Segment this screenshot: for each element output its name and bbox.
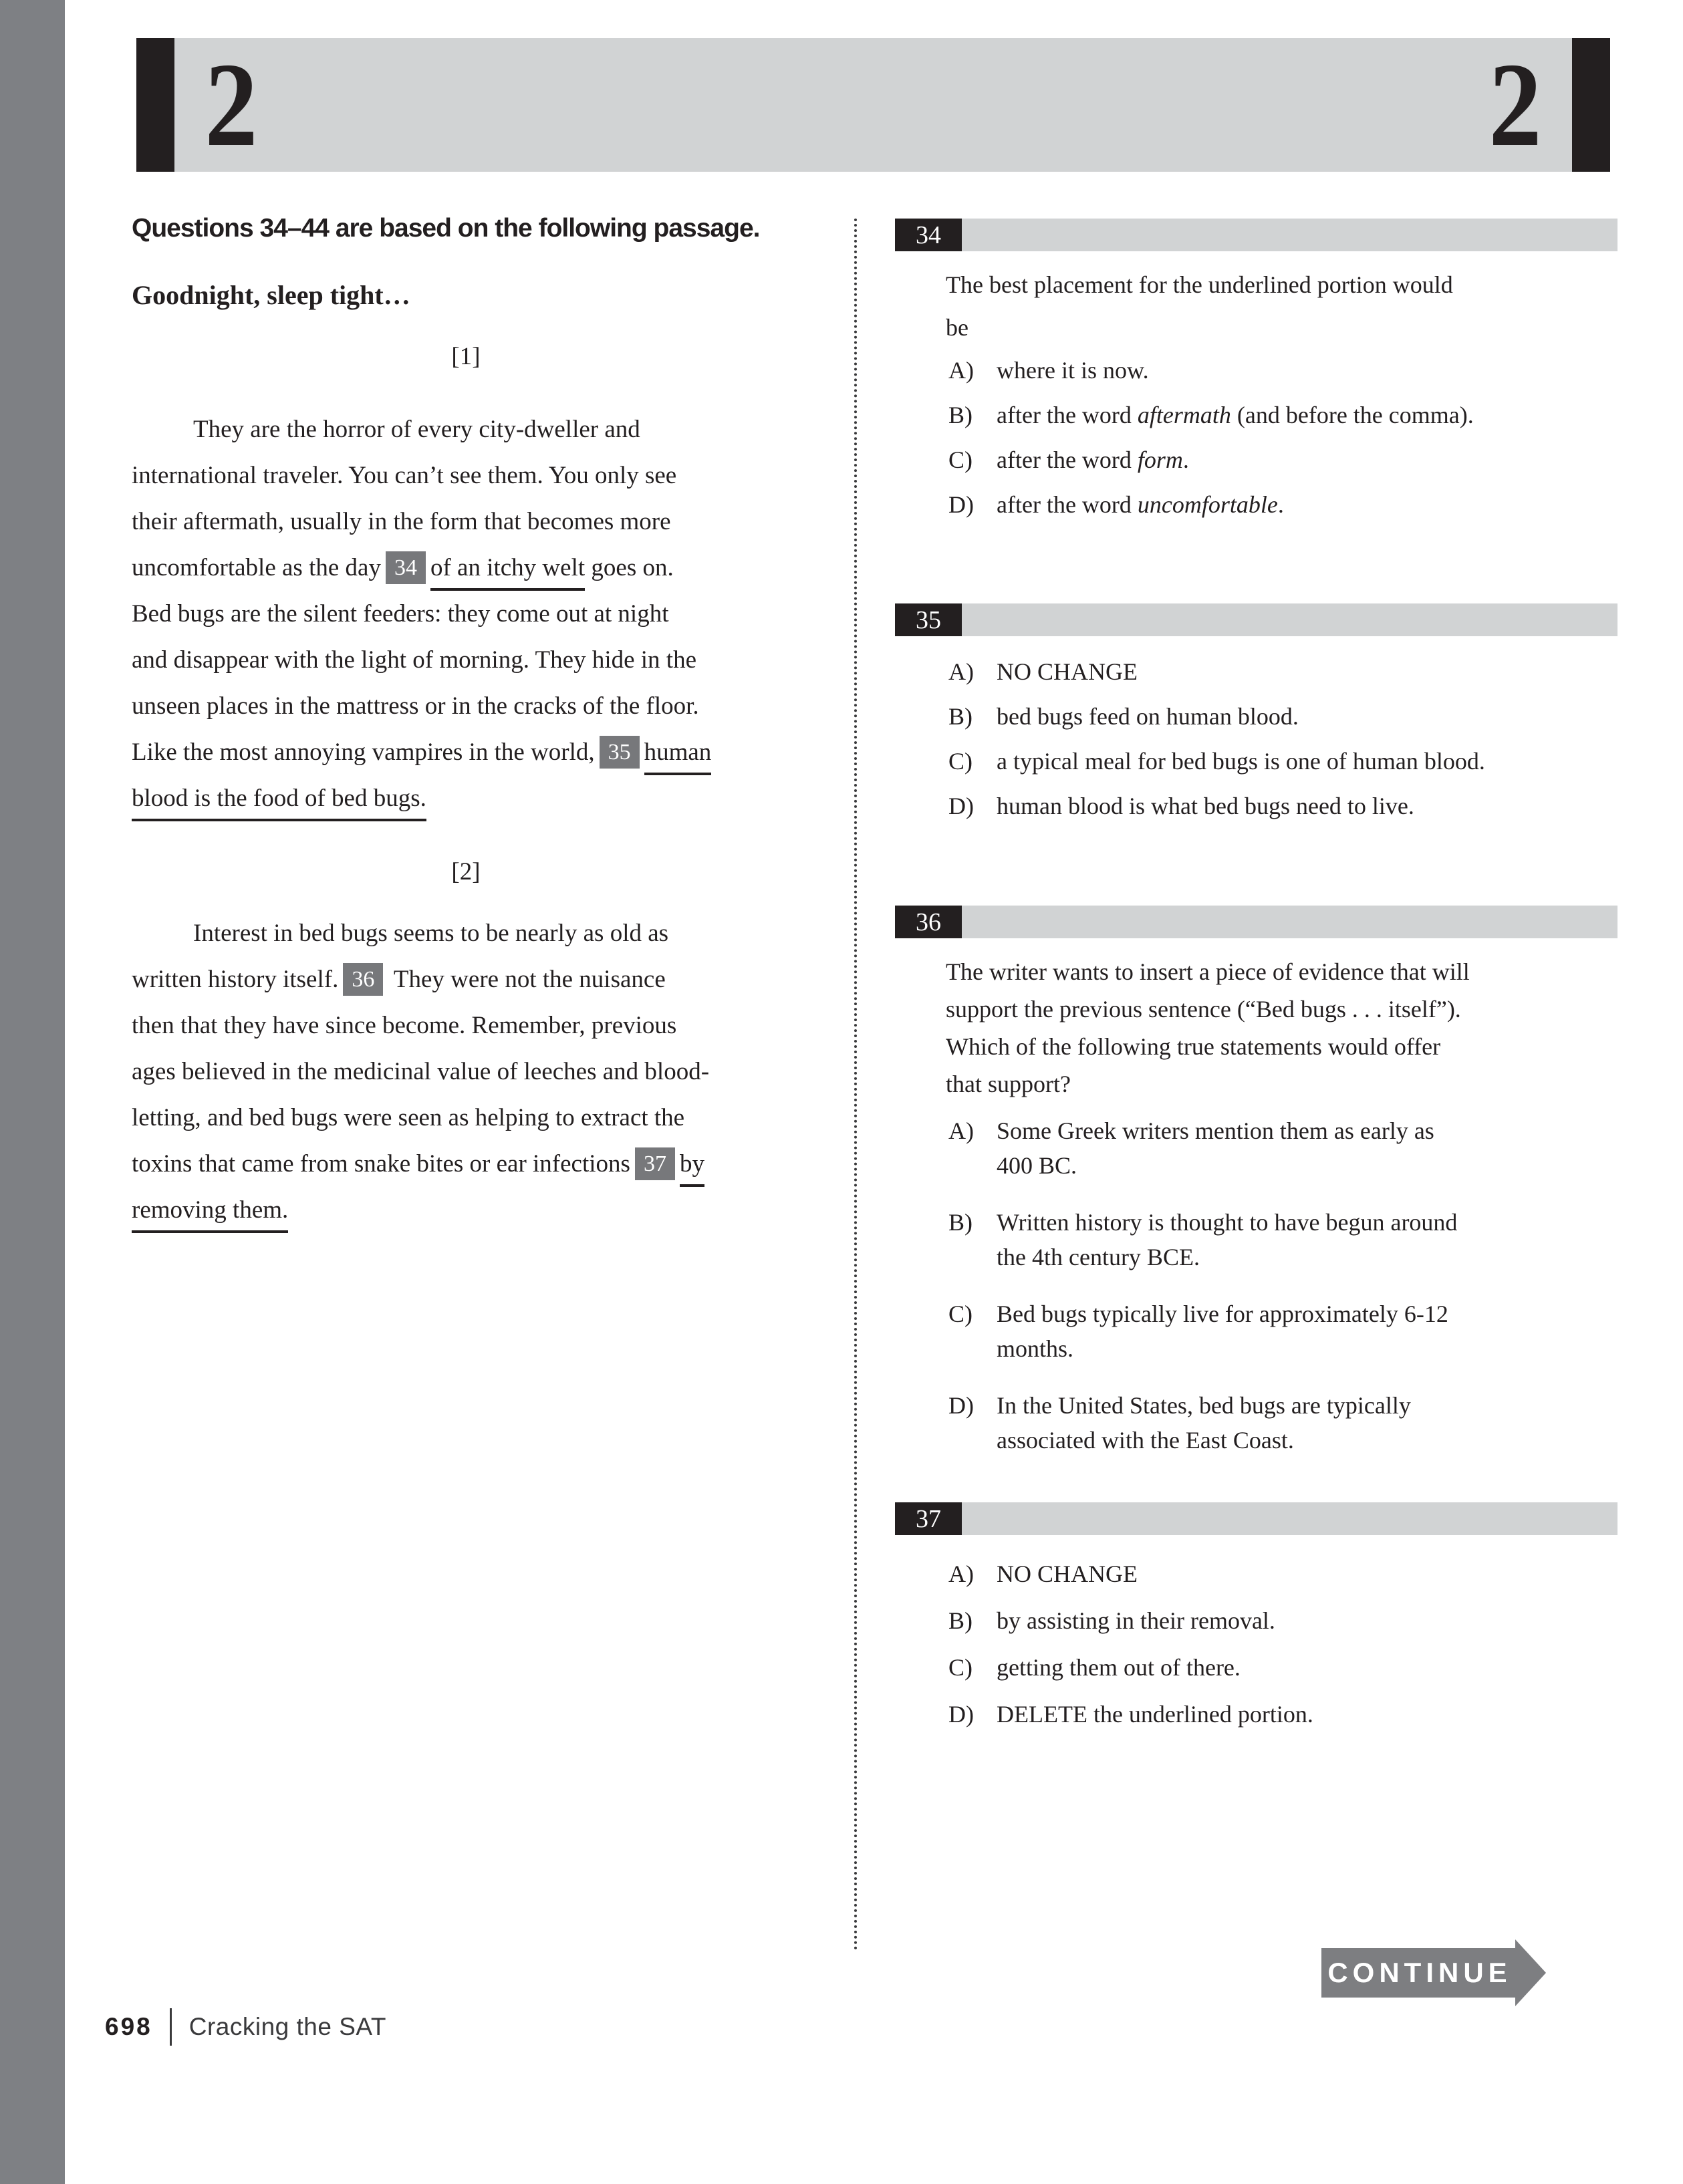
- text-run: and disappear with the light of morning. They hide in the: [132, 646, 697, 674]
- passage-line: [132, 637, 810, 683]
- text-run: .: [1277, 491, 1284, 518]
- text-run: where it is now.: [997, 357, 1149, 384]
- text-run: In the United States, bed bugs are typically: [997, 1392, 1411, 1419]
- option-row: [948, 489, 1617, 521]
- question-header-bar: [962, 906, 1617, 938]
- text-run: The writer wants to insert a piece of evidence that will: [946, 958, 1470, 985]
- option-row: [948, 399, 1617, 431]
- section-number-right: 2: [1488, 38, 1542, 171]
- inline-question-number: 36: [343, 963, 383, 996]
- option-letter: A): [948, 1117, 974, 1144]
- footer-divider: [170, 2008, 172, 2046]
- option-row: [948, 1205, 1617, 1274]
- book-title: Cracking the SAT: [188, 2013, 386, 2040]
- option-row: [948, 1605, 1617, 1637]
- passage-line: [132, 545, 810, 591]
- text-run: after the word: [997, 491, 1138, 518]
- text-run: getting them out of there.: [997, 1654, 1241, 1681]
- paragraph-marker-2: [2]: [451, 858, 481, 885]
- text-run: Like the most annoying vampires in the world,: [132, 738, 595, 766]
- question-header: [895, 1502, 1617, 1535]
- text-run: toxins that came from snake bites or ear infections: [132, 1150, 630, 1178]
- text-run: The best placement for the underlined portion would: [946, 271, 1453, 298]
- option-row: [948, 444, 1617, 476]
- passage-line: [132, 452, 810, 499]
- text-run: Some Greek writers mention them as early as: [997, 1117, 1434, 1144]
- page-number: 698: [105, 2013, 152, 2040]
- option-text-line: [997, 745, 1485, 777]
- option-text: [997, 354, 1149, 386]
- option-text: [997, 745, 1485, 777]
- option-text-line: [997, 1331, 1448, 1366]
- italic-run: aftermath: [1137, 402, 1231, 428]
- question-header: [895, 219, 1617, 251]
- question-stem-line: [946, 1028, 1617, 1065]
- header-black-bar-right: [1572, 38, 1610, 172]
- inline-question-number: 37: [635, 1147, 675, 1180]
- passage-intro: Questions 34–44 are based on the following passage.: [132, 214, 760, 243]
- header-black-bar-left: [136, 38, 174, 172]
- text-run: DELETE the underlined portion.: [997, 1701, 1313, 1728]
- text-run: then that they have since become. Remember, previous: [132, 1012, 677, 1039]
- underlined-text: blood is the food of bed bugs.: [132, 785, 426, 821]
- text-run: .: [1182, 446, 1189, 473]
- passage-line: [132, 591, 810, 637]
- option-text-line: [997, 1388, 1411, 1423]
- option-row: [948, 790, 1617, 822]
- text-run: after the word: [997, 402, 1138, 428]
- text-run: Interest in bed bugs seems to be nearly as old as: [193, 920, 669, 947]
- text-run: that support?: [946, 1071, 1071, 1097]
- text-run: NO CHANGE: [997, 1560, 1138, 1587]
- question-header-bar: [962, 1502, 1617, 1535]
- option-row: [948, 1651, 1617, 1683]
- text-run: 400 BC.: [997, 1152, 1077, 1179]
- option-text-line: [997, 1240, 1457, 1274]
- underlined-text: removing them.: [132, 1196, 288, 1233]
- side-strip: [0, 0, 65, 2184]
- question-stem-line: [946, 1065, 1617, 1103]
- option-text-line: [997, 1423, 1411, 1458]
- text-run: their aftermath, usually in the form that becomes more: [132, 508, 671, 535]
- answer-options: [948, 1558, 1617, 1730]
- question-stem: [946, 953, 1617, 1103]
- option-row: [948, 1698, 1617, 1730]
- question-number-badge: 35: [895, 603, 962, 636]
- option-text-line: [997, 1698, 1313, 1730]
- passage-paragraph-1: [132, 406, 810, 821]
- option-text-line: [997, 1296, 1448, 1331]
- option-letter: D): [948, 491, 974, 518]
- answer-options: [948, 354, 1617, 521]
- header-gray-band: [174, 38, 1572, 172]
- question-37: [895, 1502, 1617, 1745]
- option-text: [997, 1113, 1434, 1183]
- italic-run: uncomfortable: [1137, 491, 1278, 518]
- option-text-line: [997, 790, 1414, 822]
- question-header: [895, 603, 1617, 636]
- option-row: [948, 1388, 1617, 1458]
- option-letter: D): [948, 1701, 974, 1728]
- text-run: support the previous sentence (“Bed bugs . . . itself”).: [946, 996, 1461, 1022]
- option-text: [997, 489, 1284, 521]
- option-text-line: [997, 1148, 1434, 1183]
- section-number-left: 2: [205, 38, 258, 171]
- text-run: by assisting in their removal.: [997, 1607, 1275, 1634]
- answer-options: [948, 656, 1617, 822]
- question-header: [895, 906, 1617, 938]
- text-run: bed bugs feed on human blood.: [997, 703, 1299, 730]
- text-run: uncomfortable as the day: [132, 554, 381, 581]
- text-run: (and before the comma).: [1231, 402, 1474, 428]
- option-text: [997, 1651, 1241, 1683]
- paragraph-marker-1: [1]: [451, 343, 481, 370]
- option-text: [997, 1388, 1411, 1458]
- question-stem-line: [946, 953, 1617, 990]
- option-letter: A): [948, 357, 974, 384]
- question-number-badge: 34: [895, 219, 962, 251]
- option-letter: C): [948, 1654, 973, 1681]
- option-text: [997, 700, 1299, 732]
- italic-run: form: [1137, 446, 1183, 473]
- text-run: NO CHANGE: [997, 658, 1138, 685]
- text-run: international traveler. You can’t see them. You only see: [132, 462, 677, 489]
- passage-line: [132, 499, 810, 545]
- underlined-text: of an itchy welt: [430, 554, 585, 591]
- question-stem: [946, 263, 1617, 349]
- passage-paragraph-2: [132, 910, 810, 1233]
- question-stem-line: [946, 263, 1617, 306]
- option-text-line: [997, 1558, 1138, 1590]
- option-letter: C): [948, 1301, 973, 1327]
- underlined-text: by: [680, 1150, 704, 1187]
- question-number-badge: 36: [895, 906, 962, 938]
- passage-line: [132, 910, 810, 956]
- option-row: [948, 354, 1617, 386]
- text-run: unseen places in the mattress or in the cracks of the floor.: [132, 692, 699, 720]
- passage-title: Goodnight, sleep tight…: [132, 280, 410, 310]
- passage-line: [132, 775, 810, 821]
- option-text-line: [997, 489, 1284, 521]
- question-34: [895, 219, 1617, 533]
- passage-line: [132, 1095, 810, 1141]
- continue-arrow-icon: [1515, 1939, 1546, 2006]
- continue-label: CONTINUE: [1321, 1948, 1515, 1998]
- option-text-line: [997, 1605, 1275, 1637]
- passage-line: [132, 1002, 810, 1049]
- text-run: They are the horror of every city-dweller and: [193, 416, 640, 443]
- option-text: [997, 444, 1189, 476]
- option-row: [948, 656, 1617, 688]
- text-run: be: [946, 314, 968, 341]
- passage-line: [132, 956, 810, 1002]
- passage-line: [132, 406, 810, 452]
- passage-line: [132, 1187, 810, 1233]
- text-run: Bed bugs typically live for approximately 6-12: [997, 1301, 1448, 1327]
- passage-line: [132, 683, 810, 729]
- text-run: months.: [997, 1335, 1074, 1362]
- question-35: [895, 603, 1617, 835]
- option-text: [997, 1558, 1138, 1590]
- option-text: [997, 790, 1414, 822]
- option-text: [997, 399, 1474, 431]
- page-footer: [105, 2008, 386, 2046]
- option-letter: D): [948, 793, 974, 819]
- option-letter: B): [948, 1209, 973, 1236]
- text-run: associated with the East Coast.: [997, 1427, 1294, 1454]
- option-letter: B): [948, 703, 973, 730]
- continue-marker: [1321, 1939, 1546, 2006]
- option-text: [997, 1605, 1275, 1637]
- option-letter: B): [948, 1607, 973, 1634]
- text-run: the 4th century BCE.: [997, 1244, 1200, 1270]
- text-run: goes on.: [585, 554, 674, 581]
- passage-line: [132, 1049, 810, 1095]
- option-row: [948, 1558, 1617, 1590]
- option-letter: C): [948, 446, 973, 473]
- text-run: after the word: [997, 446, 1138, 473]
- answer-options: [948, 1113, 1617, 1458]
- option-text: [997, 1296, 1448, 1366]
- inline-question-number: 34: [386, 551, 426, 584]
- option-text: [997, 656, 1138, 688]
- option-letter: C): [948, 748, 973, 775]
- option-text-line: [997, 399, 1474, 431]
- text-run: Which of the following true statements would offer: [946, 1033, 1441, 1060]
- option-text-line: [997, 444, 1189, 476]
- option-text-line: [997, 1205, 1457, 1240]
- text-run: ages believed in the medicinal value of leeches and blood-: [132, 1058, 710, 1085]
- text-run: written history itself.: [132, 966, 339, 993]
- question-stem-line: [946, 306, 1617, 349]
- option-letter: D): [948, 1392, 974, 1419]
- passage-line: [132, 1141, 810, 1187]
- option-text-line: [997, 354, 1149, 386]
- option-text-line: [997, 700, 1299, 732]
- question-number-badge: 37: [895, 1502, 962, 1535]
- passage-line: [132, 729, 810, 775]
- column-divider-dotted: [854, 219, 857, 1951]
- option-row: [948, 1296, 1617, 1366]
- text-run: letting, and bed bugs were seen as helping to extract the: [132, 1104, 685, 1131]
- section-header-band: [136, 38, 1610, 172]
- text-run: They were not the nuisance: [388, 966, 666, 993]
- option-text-line: [997, 1113, 1434, 1148]
- question-stem-line: [946, 990, 1617, 1028]
- question-36: [895, 906, 1617, 1480]
- option-letter: A): [948, 1560, 974, 1587]
- underlined-text: human: [644, 738, 712, 775]
- text-run: a typical meal for bed bugs is one of human blood.: [997, 748, 1485, 775]
- option-text: [997, 1205, 1457, 1274]
- question-header-bar: [962, 603, 1617, 636]
- text-run: human blood is what bed bugs need to live.: [997, 793, 1414, 819]
- text-run: Bed bugs are the silent feeders: they come out at night: [132, 600, 669, 628]
- option-text-line: [997, 1651, 1241, 1683]
- option-row: [948, 700, 1617, 732]
- option-text: [997, 1698, 1313, 1730]
- text-run: Written history is thought to have begun around: [997, 1209, 1458, 1236]
- option-text-line: [997, 656, 1138, 688]
- option-letter: A): [948, 658, 974, 685]
- question-header-bar: [962, 219, 1617, 251]
- option-row: [948, 745, 1617, 777]
- option-row: [948, 1113, 1617, 1183]
- inline-question-number: 35: [600, 736, 640, 769]
- option-letter: B): [948, 402, 973, 428]
